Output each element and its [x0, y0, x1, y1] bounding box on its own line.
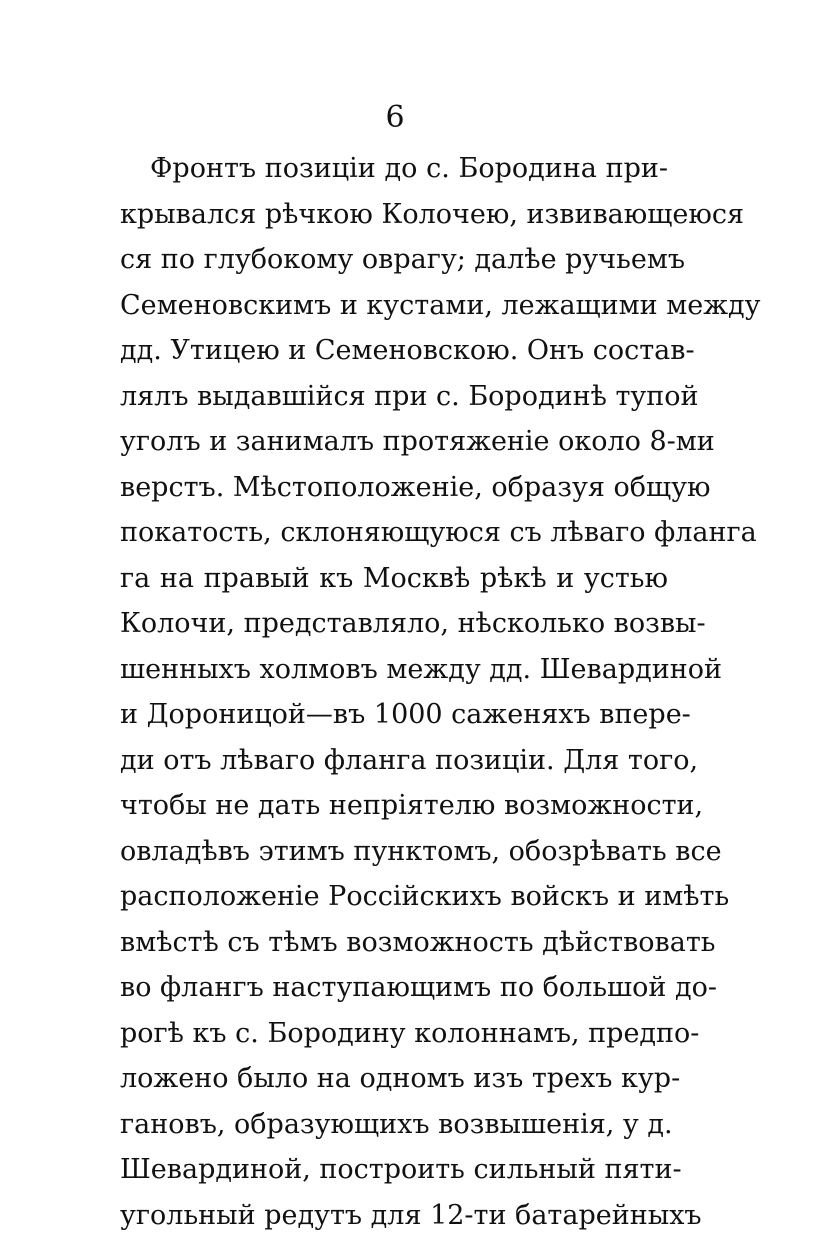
text-line: угольный редутъ для 12-ти батарейныхъ: [120, 1193, 668, 1238]
text-line: ложено было на одномъ изъ трехъ кур-: [120, 1056, 668, 1102]
text-line: ся по глубокому оврагу; далѣе ручьемъ: [120, 237, 668, 283]
text-line: лялъ выдавшiйся при с. Бородинѣ тупой: [120, 374, 668, 420]
text-line: уголъ и занималъ протяженiе около 8-ми: [120, 419, 668, 465]
text-line: Семеновскимъ и кустами, лежащими между: [120, 283, 668, 329]
text-line: расположенiе Россiйскихъ войскъ и имѣть: [120, 874, 668, 920]
text-line: ди отъ лѣваго фланга позицiи. Для того,: [120, 738, 668, 784]
page-number: 6: [0, 100, 790, 136]
text-line: крывался рѣчкою Колочею, извивающеюся: [120, 192, 668, 238]
text-line: Фронтъ позицiи до с. Бородина при-: [120, 146, 668, 192]
text-line: вмѣстѣ съ тѣмъ возможность дѣйствовать: [120, 920, 668, 966]
text-line: дд. Утицею и Семеновскою. Онъ состав-: [120, 328, 668, 374]
text-line: овладѣвъ этимъ пунктомъ, обозрѣвать все: [120, 829, 668, 875]
text-line: чтобы не дать непрiятелю возможности,: [120, 783, 668, 829]
text-line: рогѣ къ с. Бородину колоннамъ, предпо-: [120, 1011, 668, 1057]
text-line: гановъ, образующихъ возвышенiя, у д.: [120, 1102, 668, 1148]
text-line: покатость, склоняющуюся съ лѣваго фланга: [120, 510, 668, 556]
text-line: Шевардиной, построить сильный пяти-: [120, 1147, 668, 1193]
text-line: во флангъ наступающимъ по большой до-: [120, 965, 668, 1011]
text-line: верстъ. Мѣстоположенiе, образуя общую: [120, 465, 668, 511]
text-line: Колочи, представляло, нѣсколько возвы-: [120, 601, 668, 647]
body-text: [120, 146, 668, 1238]
text-line: га на правый къ Москвѣ рѣкѣ и устью: [120, 556, 668, 602]
text-line: и Дороницой—въ 1000 саженяхъ впере-: [120, 692, 668, 738]
text-line: шенныхъ холмовъ между дд. Шевардиной: [120, 647, 668, 693]
